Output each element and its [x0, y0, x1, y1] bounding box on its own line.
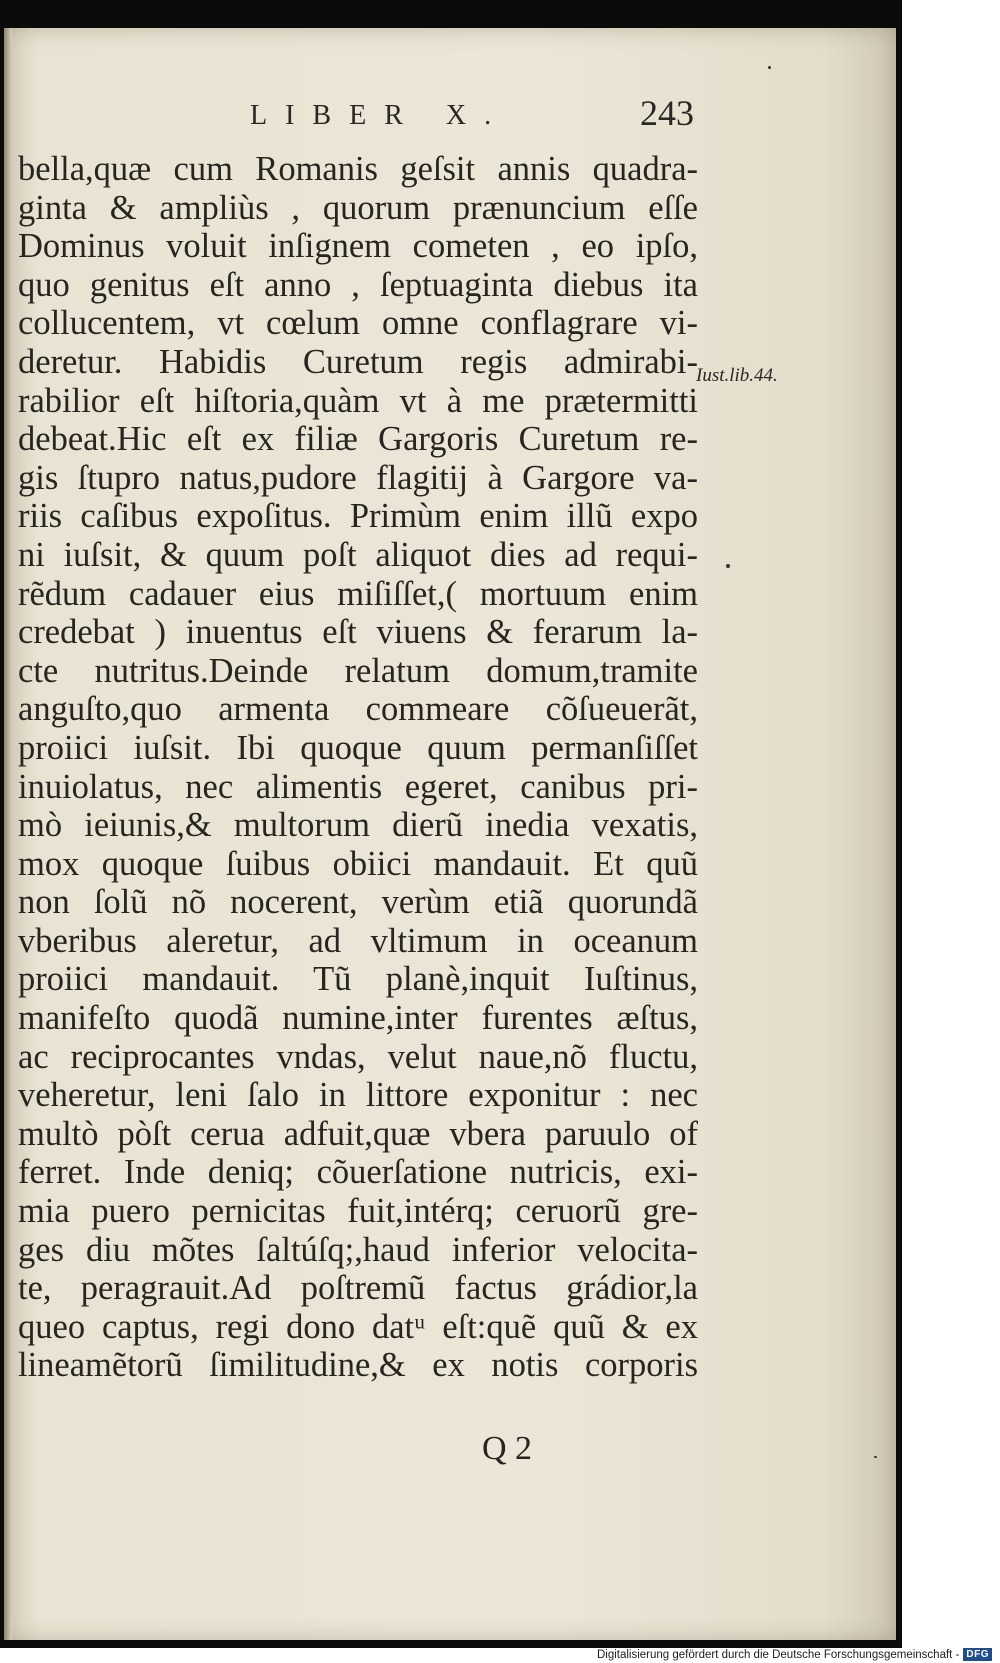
text-line: lineamẽtorũ ſimilitudine,& ex notis corporis [18, 1346, 698, 1385]
text-line: riis caſibus expoſitus. Primùm enim illũ expo [18, 497, 698, 536]
text-line: mox quoque ſuibus obiici mandauit. Et quũ [18, 844, 698, 883]
text-line: multò pòſt cerua adfuit,quæ vbera paruulo of [18, 1114, 698, 1153]
text-line: proiici mandauit. Tũ planè,inquit Iuſtinus, [18, 960, 698, 999]
text-line: ac reciprocantes vndas, velut naue,nõ fluctu, [18, 1037, 698, 1076]
running-head [4, 92, 896, 152]
book-page [4, 28, 896, 1640]
footer-credit [597, 1648, 992, 1661]
text-line: mò ieiunis,& multorum dierũ inedia vexatis, [18, 806, 698, 845]
text-line: rẽdum cadauer eius miſiſſet,( mortuum enim [18, 574, 698, 613]
text-line: ferret. Inde deniq; cõuerſatione nutricis, exi- [18, 1153, 698, 1192]
text-line: bella,quæ cum Romanis geſsit annis quadra- [18, 150, 698, 188]
text-line: cte nutritus.Deinde relatum domum,tramite [18, 651, 698, 690]
text-line: deretur. Habidis Curetum regis admirabi- [18, 342, 698, 381]
running-head-title: LIBER X. [250, 100, 510, 131]
margin-note: Iust.lib.44. [696, 365, 778, 386]
text-line: vberibus aleretur, ad vltimum in oceanum [18, 921, 698, 960]
text-line: anguſto,quo armenta commeare cõſueuerãt, [18, 690, 698, 729]
main-text-block [18, 150, 698, 1385]
text-line: ges diu mõtes ſaltúſq;,haud inferior velocita- [18, 1230, 698, 1269]
dfg-logo: DFG [963, 1648, 992, 1661]
text-line: rabilior eſt hiſtoria,quàm vt à me prætermitti [18, 381, 698, 420]
ink-speck [726, 564, 730, 568]
text-line: queo captus, regi dono datᵘ eſt:quẽ quũ & ex [18, 1307, 698, 1346]
page-binding-edge [4, 28, 12, 1640]
text-line: mia puero pernicitas fuit,intérq; ceruorũ gre- [18, 1192, 698, 1231]
text-line: te, peragrauit.Ad poſtremũ factus grádior,la [18, 1269, 698, 1308]
footer-credit-text: Digitalisierung gefördert durch die Deutsche Forschungsgemeinschaft - [596, 1648, 960, 1661]
text-line: debeat.Hic eſt ex filiæ Gargoris Curetum re- [18, 420, 698, 459]
text-line: credebat ) inuentus eſt viuens & ferarum la- [18, 613, 698, 652]
page-number: 243 [640, 93, 694, 133]
ink-speck [768, 66, 771, 69]
text-line: quo genitus eſt anno , ſeptuaginta diebus ita [18, 265, 698, 304]
text-line: veheretur, leni ſalo in littore exponitur : nec [18, 1076, 698, 1115]
signature-mark: Q 2 [482, 1430, 533, 1467]
text-line: ginta & ampliùs , quorum prænuncium eſſe [18, 188, 698, 227]
ink-speck [874, 1456, 877, 1458]
text-line: gis ſtupro natus,pudore flagitij à Gargore va- [18, 458, 698, 497]
text-line: ni iuſsit, & quum poſt aliquot dies ad requi- [18, 535, 698, 574]
text-line: non ſolũ nõ nocerent, verùm etiã quorundã [18, 883, 698, 922]
text-line: Dominus voluit inſignem cometen , eo ipſo, [18, 227, 698, 266]
text-line: collucentem, vt cœlum omne conflagrare vi- [18, 304, 698, 343]
text-line: inuiolatus, nec alimentis egeret, canibus pri- [18, 767, 698, 806]
text-line: proiici iuſsit. Ibi quoque quum permanſiſſet [18, 728, 698, 767]
text-line: manifeſto quodã numine,inter furentes æſtus, [18, 999, 698, 1038]
